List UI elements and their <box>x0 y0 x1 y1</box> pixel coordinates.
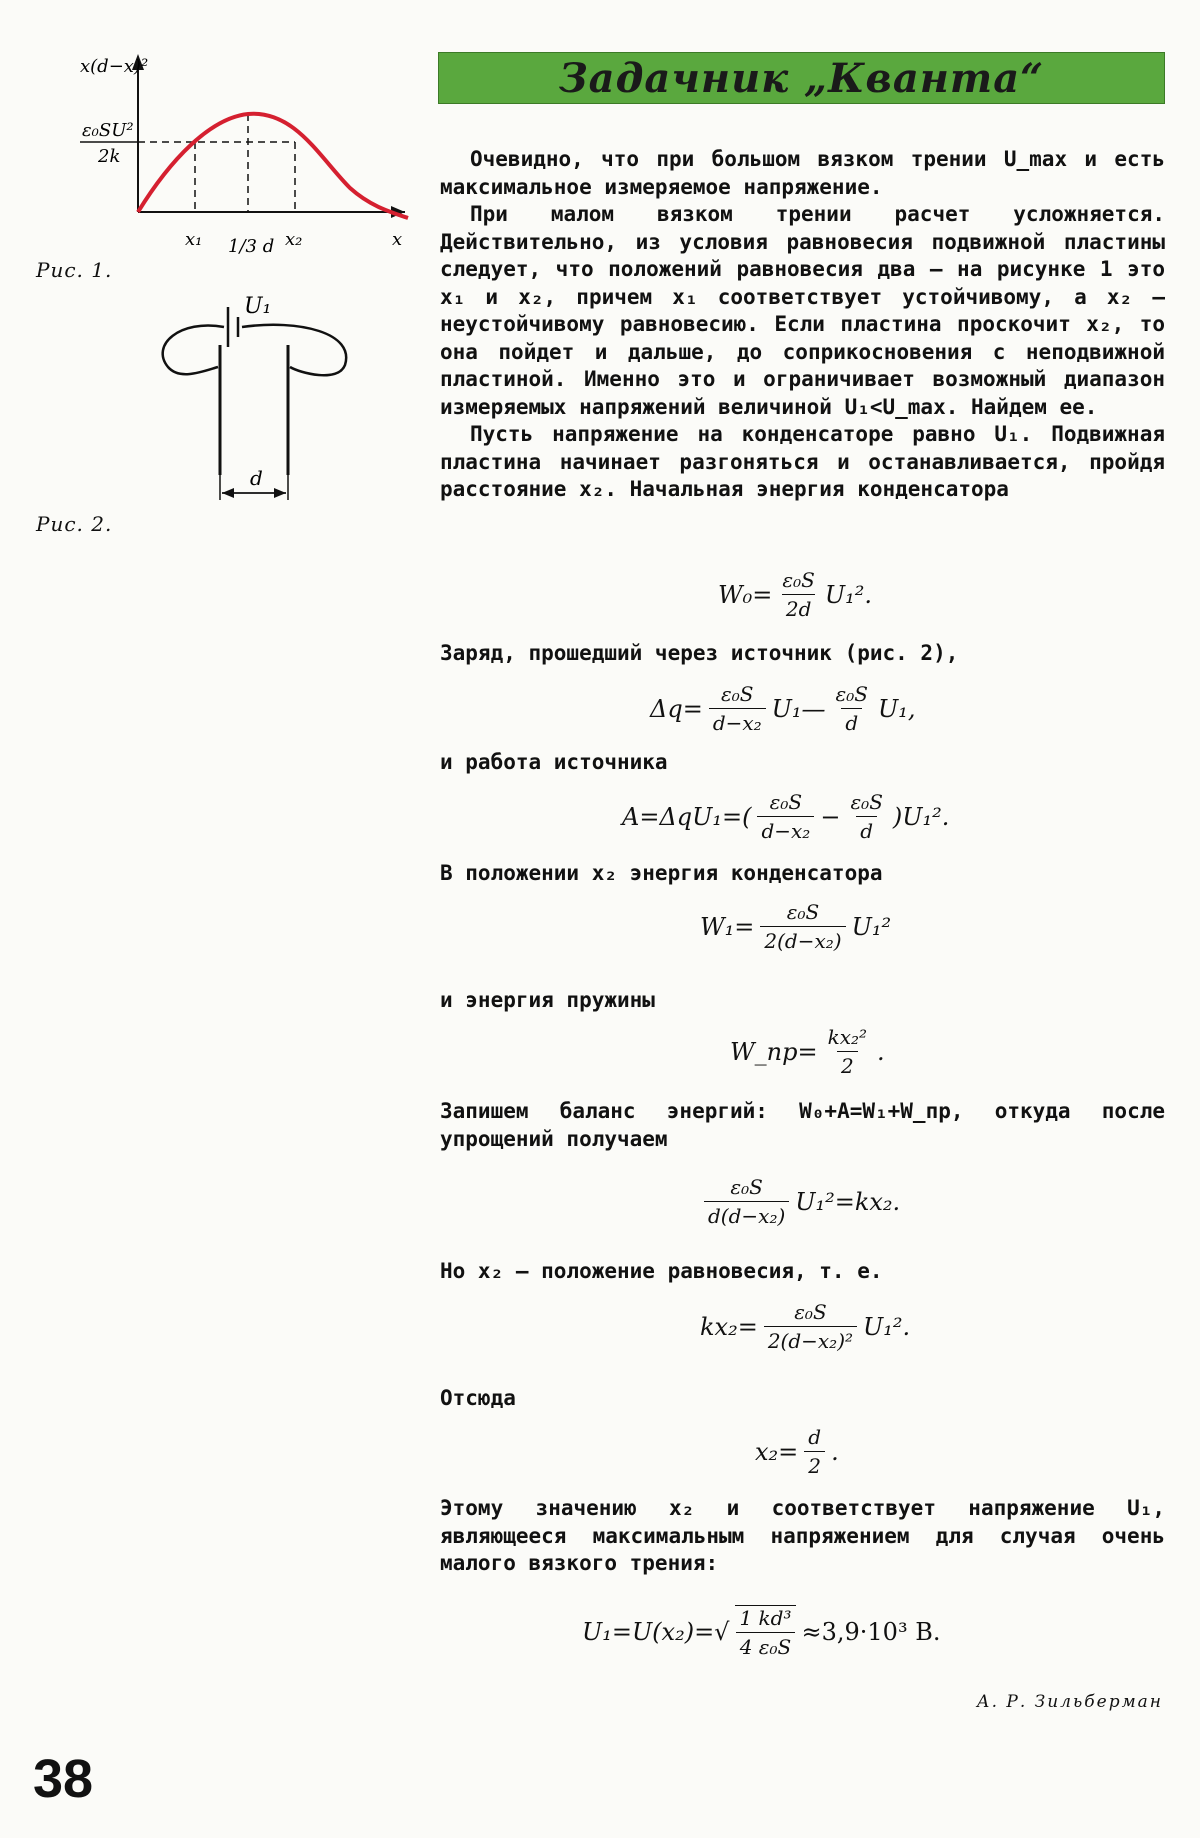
page-number: 38 <box>33 1749 94 1809</box>
paragraph-5: и работа источника <box>440 750 668 774</box>
text-hence <box>440 1385 1165 1413</box>
text-block-top <box>440 146 1165 504</box>
paragraph-1: Очевидно, что при большом вязком трении U_max и есть максимальное измеряемое напряжение. <box>440 147 1165 199</box>
x-tick-third-d: 1/3 d <box>228 236 275 257</box>
paragraph-11: Этому значению x₂ и соответствует напряжение U₁, являющееся максимальным напряжением для случая очень малого вязкого трения: <box>440 1496 1165 1575</box>
y-axis-label: x(d−x)² <box>80 56 149 77</box>
text-balance <box>440 1098 1165 1153</box>
paragraph-6: В положении x₂ энергия конденсатора <box>440 861 883 885</box>
gap-label: d <box>250 466 263 490</box>
section-banner <box>438 52 1165 104</box>
text-charge <box>440 640 1165 668</box>
y-tick-denominator: 2k <box>98 146 121 167</box>
text-position <box>440 860 1165 888</box>
figure-2-circuit <box>140 285 380 525</box>
x-tick-x1: x₁ <box>185 229 203 250</box>
x-tick-x2: x₂ <box>285 229 303 250</box>
figure-1-caption: Рис. 1. <box>36 258 113 282</box>
formula-capacitor-energy: W₁= $\frac{\text{ε₀S}}{\text{2(d−x₂)}}$ U₁² <box>700 900 892 953</box>
formula-initial-energy: W₀= $\frac{\text{ε₀S}}{2d}$ U₁². <box>718 568 872 621</box>
right-wire <box>242 325 346 375</box>
formula-work: A=ΔqU₁=( $\frac{\text{ε₀S}}{\text{d−x₂}}$ − $\frac{\text{ε₀S}}{d}$ )U₁². <box>622 790 950 843</box>
voltage-label: U₁ <box>244 294 272 319</box>
paragraph-3: Пусть напряжение на конденсаторе равно U₁. Подвижная пластина начинает разгоняться и останавливается, пройдя расстояние x₂. Начальная энергия конденсатора <box>440 422 1165 501</box>
banner-title: Задачник „Кванта“ <box>558 54 1045 102</box>
paragraph-2: При малом вязком трении расчет усложняется. Действительно, из условия равновесия подвижной пластины следует, что положений равновесия два — на рисунке 1 это x₁ и x₂, причем x₁ соответствует устойчивому, а x₂ — неустойчивому равновесию. Если пластина проскочит x₂, то она пойдет и дальше, до соприкосновения с неподвижной пластиной. Именно это и ограничивает возможный диапазон измеряемых напряжений величиной U₁<U_max. Найдем ее. <box>440 202 1165 419</box>
left-wire <box>163 326 224 375</box>
paragraph-4: Заряд, прошедший через источник (рис. 2), <box>440 641 959 665</box>
text-equilibrium <box>440 1258 1165 1286</box>
text-conclusion <box>440 1495 1165 1578</box>
gap-arrow-left <box>222 488 234 498</box>
formula-equilibrium: kx₂= $\frac{\text{ε₀S}}{\text{2(d−x₂)²}}$ U₁². <box>700 1300 911 1353</box>
formula-spring-energy: W_пр= $\frac{\text{kx₂²}}{2}$ . <box>730 1025 885 1078</box>
formula-charge: Δq= $\frac{\text{ε₀S}}{\text{d−x₂}}$ U₁— $\frac{\text{ε₀S}}{d}$ U₁, <box>650 682 916 735</box>
figure-1-graph <box>30 40 420 280</box>
formula-result: U₁=U(x₂)=√ $\frac{\text{1 kd³}}{\text{4 ε₀S}}$ ≈3,9·10³ В. <box>582 1606 941 1659</box>
paragraph-9: Но x₂ — положение равновесия, т. е. <box>440 1259 883 1283</box>
gap-arrow-right <box>274 488 286 498</box>
text-spring <box>440 987 1165 1015</box>
formula-x2: x₂= $\frac{d}{2}$ . <box>755 1425 839 1478</box>
text-work <box>440 749 1165 777</box>
curve-x-d-x-squared <box>138 114 408 218</box>
paragraph-7: и энергия пружины <box>440 988 655 1012</box>
y-tick-numerator: ε₀SU² <box>82 120 134 141</box>
paragraph-10: Отсюда <box>440 1386 516 1410</box>
x-axis-label: x <box>392 229 403 250</box>
author-signature: А. Р. Зильберман <box>976 1692 1163 1712</box>
figure-2-caption: Рис. 2. <box>36 512 113 536</box>
paragraph-8: Запишем баланс энергий: W₀+A=W₁+W_пр, откуда после упрощений получаем <box>440 1099 1165 1151</box>
formula-balance: $\frac{\text{ε₀S}}{\text{d(d−x₂)}}$ U₁²=kx₂. <box>698 1175 900 1228</box>
